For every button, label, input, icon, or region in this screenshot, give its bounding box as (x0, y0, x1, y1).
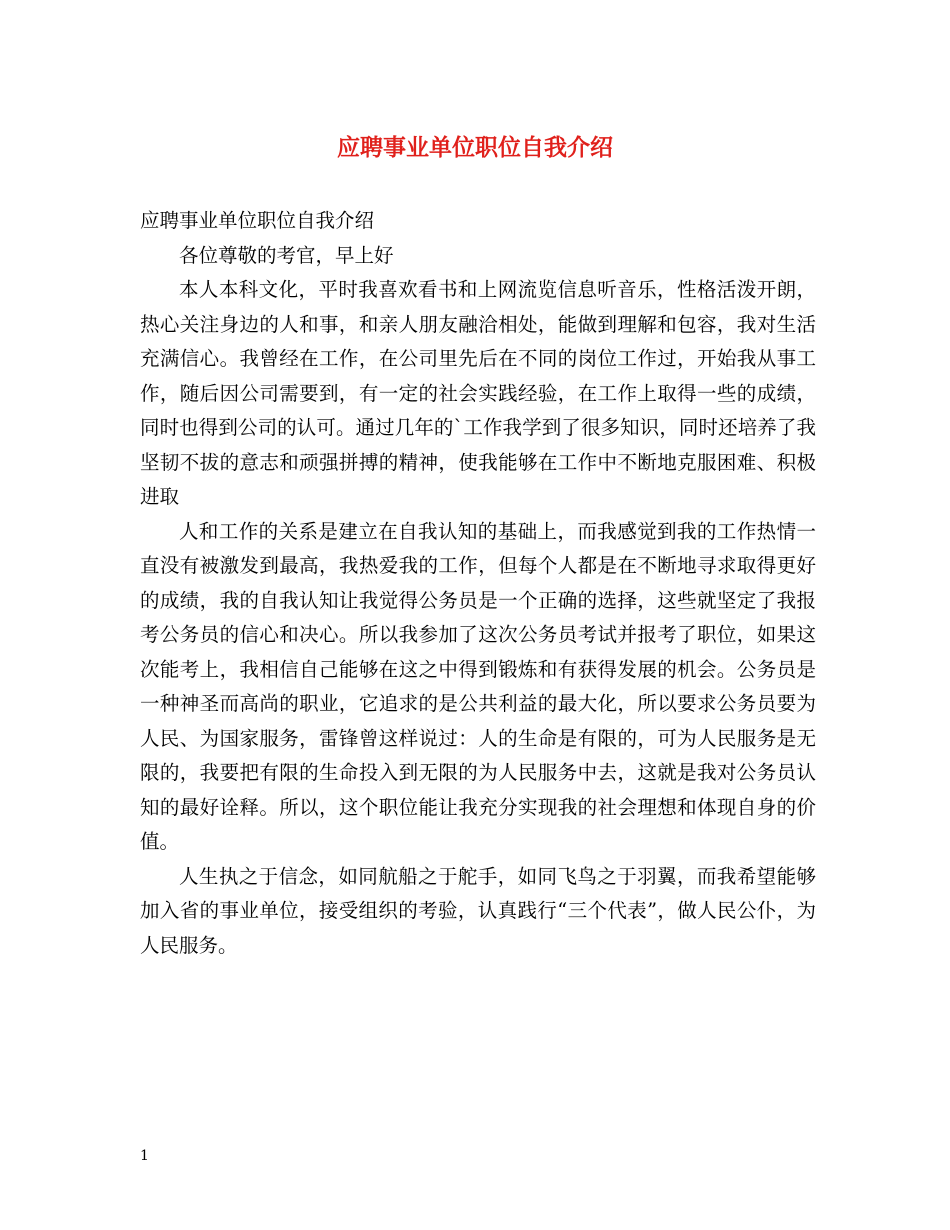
paragraph-motivation: 人和工作的关系是建立在自我认知的基础上，而我感觉到我的工作热情一直没有被激发到最高，我热爱我的工作，但每个人都是在不断地寻求取得更好的成绩，我的自我认知让我觉得公务员是一个正确的选择，这些就坚定了我报考公务员的信心和决心。所以我参加了这次公务员考试并报考了职位，如果这次能考上，我相信自己能够在这之中得到锻炼和有获得发展的机会。公务员是一种神圣而高尚的职业，它追求的是公共利益的最大化，所以要求公务员要为人民、为国家服务，雷锋曾这样说过：人的生命是有限的，可为人民服务是无限的，我要把有限的生命投入到无限的为人民服务中去，这就是我对公务员认知的最好诠释。所以，这个职位能让我充分实现我的社会理想和体现自身的价值。 (140, 519, 816, 853)
greeting-line: 各位尊敬的考官，早上好 (179, 243, 394, 267)
paragraph-background: 本人本科文化，平时我喜欢看书和上网流览信息听音乐，性格活泼开朗，热心关注身边的人和事，和亲人朋友融洽相处，能做到理解和包容，我对生活充满信心。我曾经在工作，在公司里先后在不同的岗位工作过，开始我从事工作，随后因公司需要到，有一定的社会实践经验，在工作上取得一些的成绩，同时也得到公司的认可。通过几年的`工作我学到了很多知识，同时还培养了我坚韧不拔的意志和顽强拼搏的精神，使我能够在工作中不断地克服困难、积极进取 (140, 278, 816, 508)
page-number: 1 (140, 1148, 149, 1164)
document-subtitle: 应聘事业单位职位自我介绍 (140, 209, 375, 232)
paragraph-conclusion: 人生执之于信念，如同航船之于舵手，如同飞鸟之于羽翼，而我希望能够加入省的事业单位，接受组织的考验，认真践行“三个代表”，做人民公仆，为人民服务。 (140, 864, 816, 957)
document-body (140, 204, 816, 963)
document-title: 应聘事业单位职位自我介绍 (337, 134, 613, 161)
